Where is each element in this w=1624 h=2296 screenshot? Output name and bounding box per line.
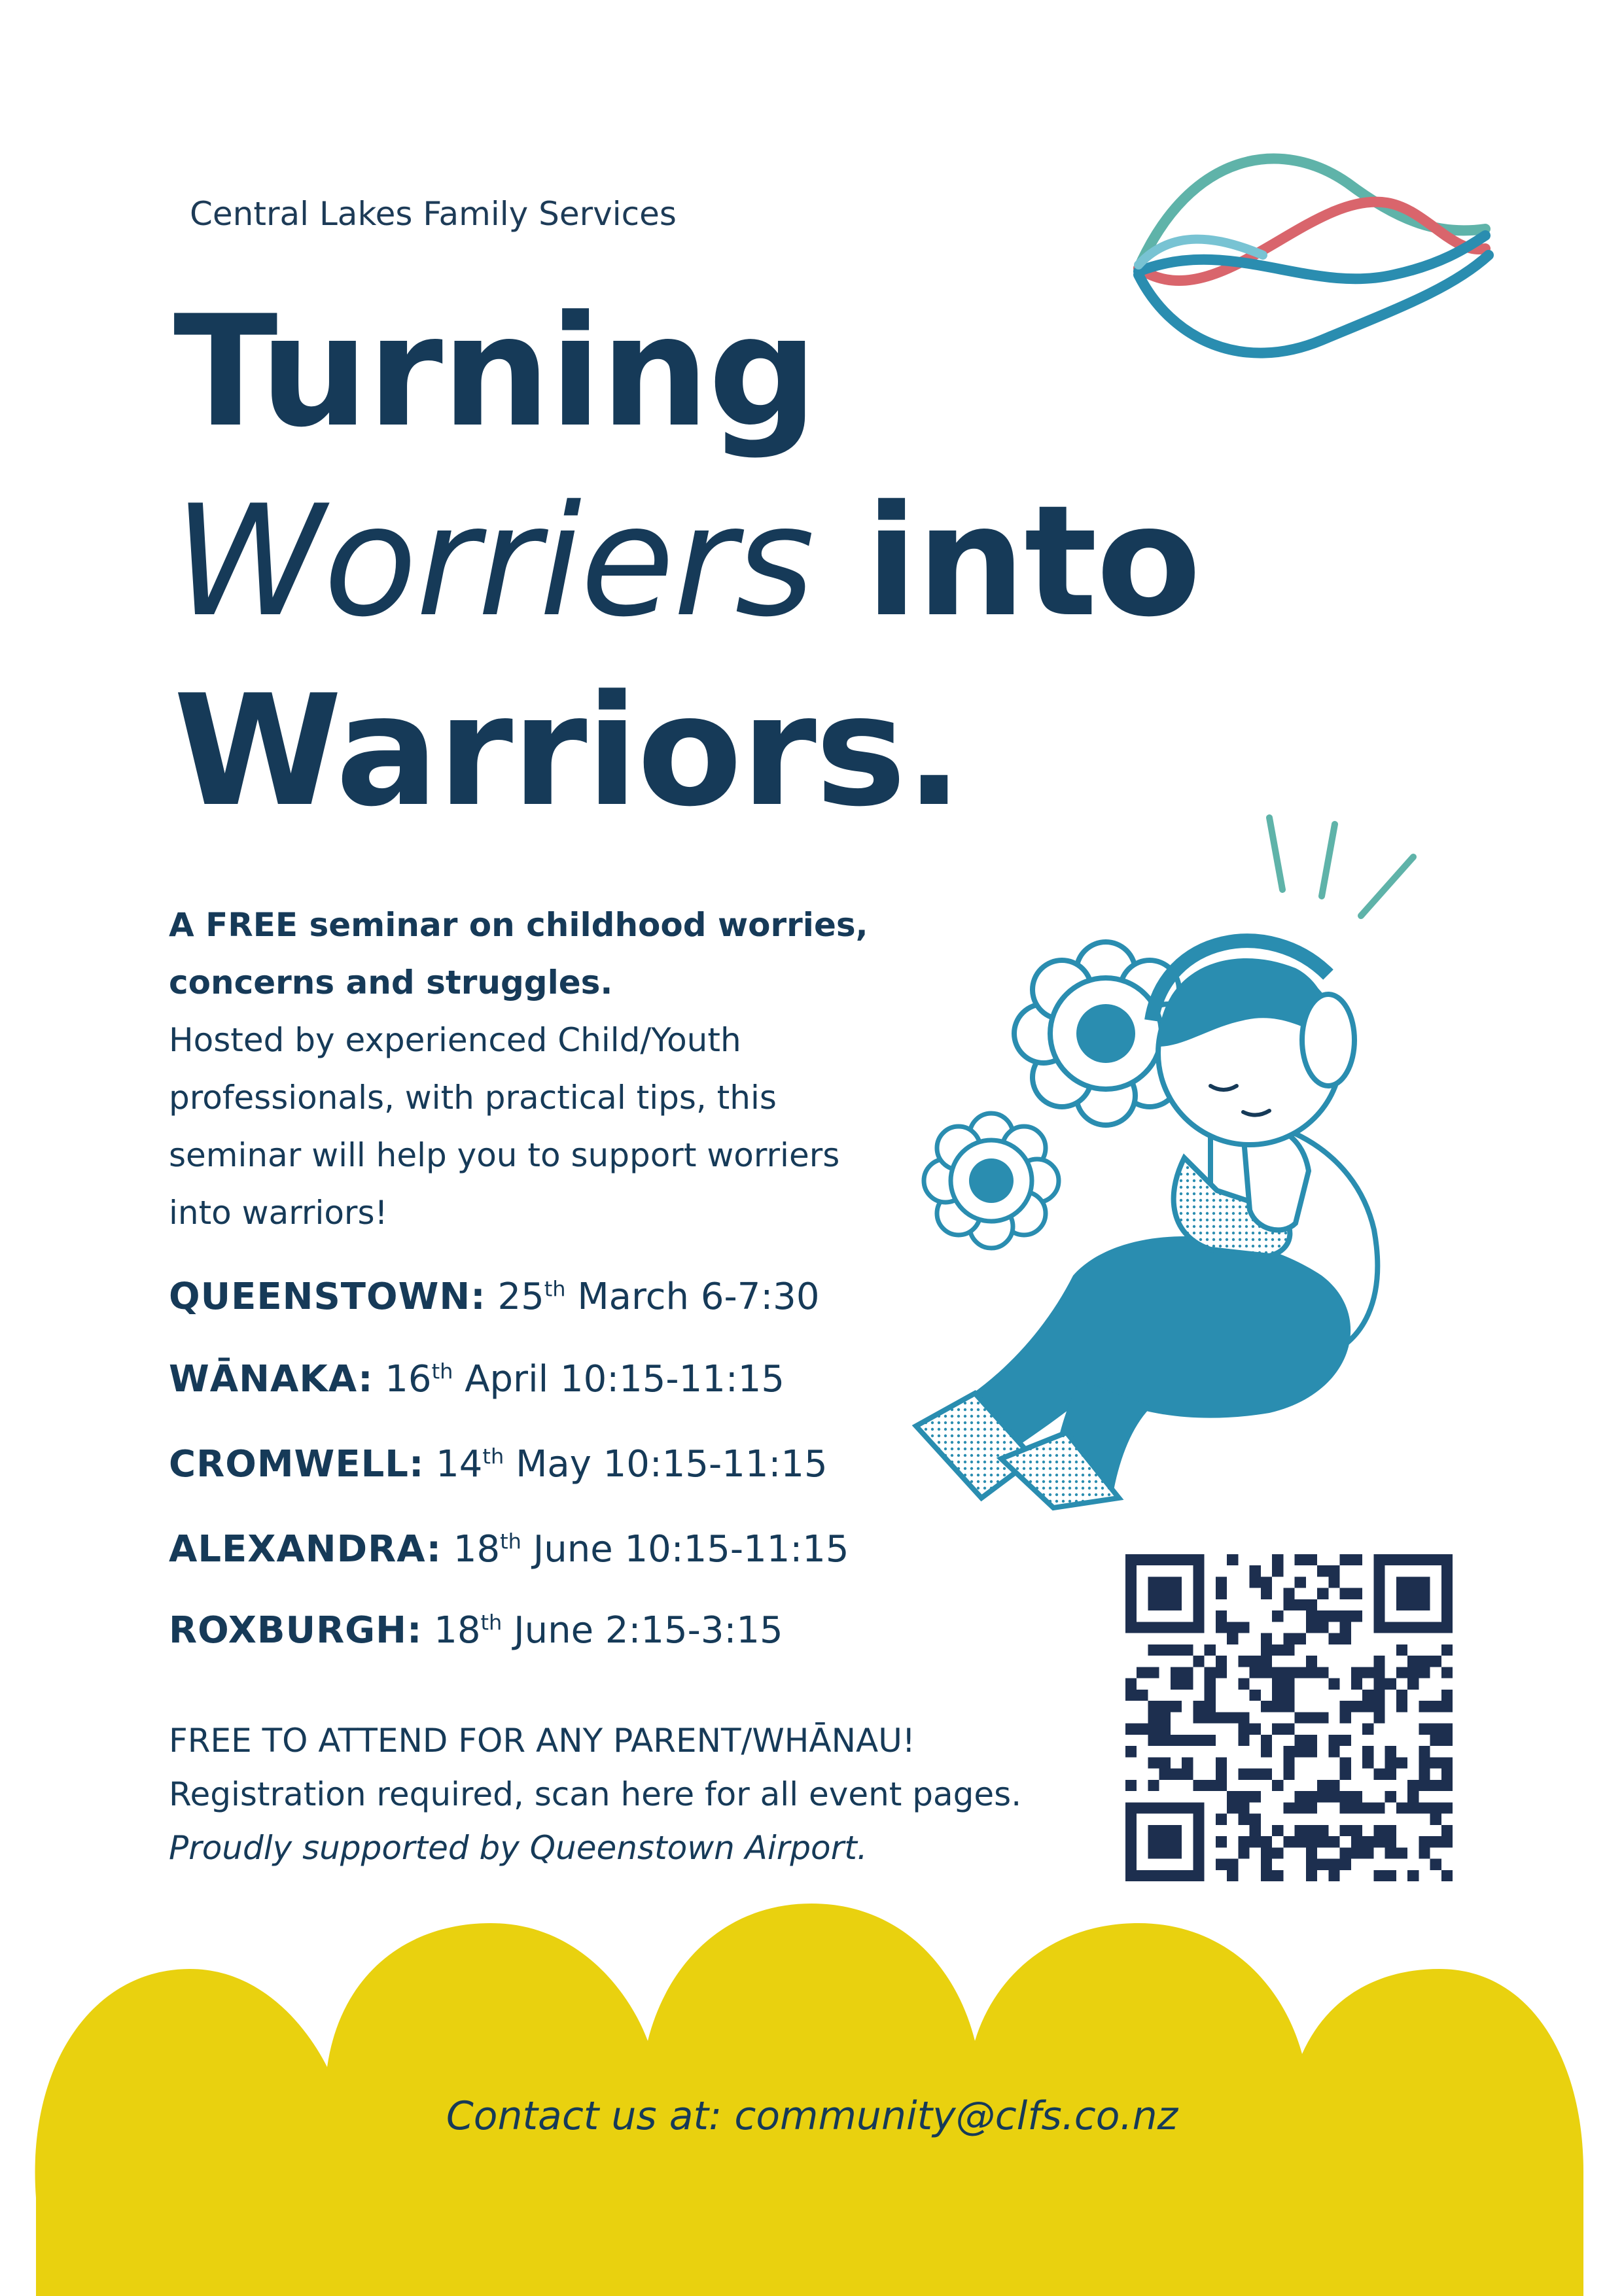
intro-headline: A FREE seminar on childhood worries, concerns and struggles. [169, 906, 868, 1001]
title-line-3: Warriors. [173, 663, 962, 841]
flower-icon [924, 1113, 1059, 1248]
session-time: April 10:15-11:15 [465, 1358, 785, 1400]
session-day: 25 [497, 1276, 544, 1318]
title-line-2 [173, 473, 1200, 651]
registration-note: Registration required, scan here for all event pages. [169, 1775, 1022, 1813]
title-line-1: Turning [173, 283, 817, 461]
session-city: WĀNAKA: [169, 1358, 374, 1400]
contact-email[interactable]: Contact us at: community@clfs.co.nz [446, 2093, 1178, 2139]
logo-waves-icon [1112, 124, 1505, 386]
session-alexandra [169, 1528, 849, 1571]
session-city: QUEENSTOWN: [169, 1276, 486, 1318]
free-attend-note: FREE TO ATTEND FOR ANY PARENT/WHĀNAU! [169, 1722, 915, 1760]
session-time: June 2:15-3:15 [514, 1609, 783, 1652]
title-italic-word: Worriers [173, 473, 814, 651]
session-wanaka [169, 1358, 785, 1400]
session-queenstown [169, 1276, 819, 1318]
qr-code[interactable] [1125, 1554, 1453, 1881]
session-time: May 10:15-11:15 [516, 1443, 828, 1486]
session-day-suffix: th [544, 1276, 566, 1302]
session-city: CROMWELL: [169, 1443, 425, 1486]
session-cromwell [169, 1443, 828, 1486]
session-day: 16 [385, 1358, 432, 1400]
session-day-suffix: th [431, 1359, 453, 1384]
session-city: ROXBURGH: [169, 1609, 423, 1652]
session-day-suffix: th [500, 1529, 521, 1554]
intro-description: Hosted by experienced Child/Youth professionals, with practical tips, this seminar will help you to support worriers into warriors! [169, 1021, 840, 1232]
title-bold-word: into [813, 473, 1200, 651]
session-day: 18 [453, 1528, 501, 1571]
session-day: 14 [436, 1443, 483, 1486]
session-time: March 6-7:30 [577, 1276, 820, 1318]
child-with-headphones-illustration [903, 805, 1466, 1511]
session-city: ALEXANDRA: [169, 1528, 442, 1571]
session-time: June 10:15-11:15 [533, 1528, 849, 1571]
session-day: 18 [434, 1609, 481, 1652]
organisation-name: Central Lakes Family Services [190, 195, 677, 233]
session-day-suffix: th [480, 1610, 503, 1635]
session-day-suffix: th [482, 1444, 504, 1469]
session-roxburgh [169, 1609, 783, 1652]
sponsor-note: Proudly supported by Queenstown Airport. [169, 1829, 868, 1867]
